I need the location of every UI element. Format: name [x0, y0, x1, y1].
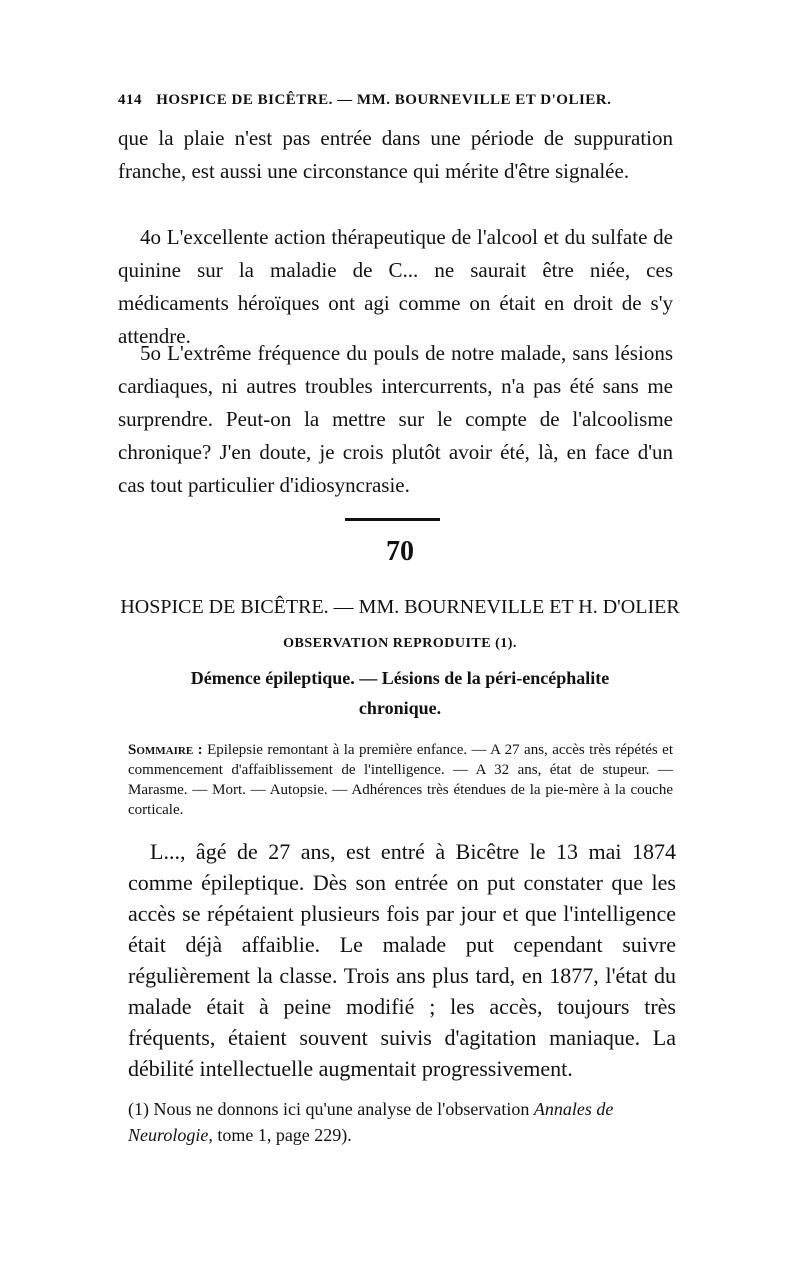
- section-divider: [345, 518, 440, 521]
- page-number: 414: [118, 92, 142, 108]
- diagnosis-line-1: Démence épileptique. — Lésions de la péri-encéphalite: [190, 668, 610, 688]
- footnote-text-after: , tome 1, page 229).: [208, 1125, 352, 1145]
- summary-label: Sommaire :: [128, 742, 203, 758]
- running-header: [118, 92, 678, 109]
- summary-text: Epilepsie remontant à la première enfance. — A 27 ans, accès très répétés et commencement d'affaiblissement de l'intelligence. — A 32 ans, état de stupeur. — Marasme. — Mort. — Autopsie. — Adhérences très étendues de la pie-mère à la couche corticale.: [128, 742, 674, 818]
- footnote-text-before: Nous ne donnons ici qu'une analyse de l'observation: [153, 1099, 530, 1119]
- continuation-paragraph-1: que la plaie n'est pas entrée dans une période de suppuration franche, est aussi une circonstance qui mérite d'être signalée.: [118, 126, 673, 183]
- observation-hospital-line: HOSPICE DE BICÊTRE. — MM. BOURNEVILLE ET H. D'OLIER: [120, 596, 680, 618]
- observation-number: 70: [386, 536, 414, 567]
- running-title: HOSPICE DE BICÊTRE. — MM. BOURNEVILLE ET D'OLIER.: [156, 92, 612, 108]
- footnote-marker: (1): [128, 1099, 149, 1119]
- footnote: [128, 1096, 676, 1148]
- continuation-paragraph-3: 5o L'extrême fréquence du pouls de notre malade, sans lésions cardiaques, ni autres troubles intercurrents, n'a pas été sans me surprendre. Peut-on la mettre sur le compte de l'alcoolisme chronique? J'en doute, je crois plutôt avoir été, là, en face d'un cas tout particulier d'idiosyncrasie.: [118, 341, 673, 497]
- footnote-journal: Annales de Neurologie: [128, 1099, 614, 1145]
- diagnosis-line-2: chronique.: [358, 698, 442, 718]
- observation-body: L..., âgé de 27 ans, est entré à Bicêtre le 13 mai 1874 comme épileptique. Dès son entrée on put constater que les accès se répétaient plusieurs fois par jour et que l'intelligence était déjà affaiblie. Le malade put cependant suivre régulièrement la classe. Trois ans plus tard, en 1877, l'état du malade était à peine modifié ; les accès, toujours très fréquents, étaient souvent suivis d'agitation maniaque. La débilité intellectuelle augmentait progressivement.: [128, 839, 676, 1081]
- continuation-paragraph-2: 4o L'excellente action thérapeutique de l'alcool et du sulfate de quinine sur la maladie de C... ne saurait être niée, ces médicaments héroïques ont agi comme on était en droit de s'y attendre.: [118, 225, 673, 348]
- observation-reproduced-note: OBSERVATION REPRODUITE (1).: [283, 636, 517, 651]
- observation-summary: [128, 740, 673, 820]
